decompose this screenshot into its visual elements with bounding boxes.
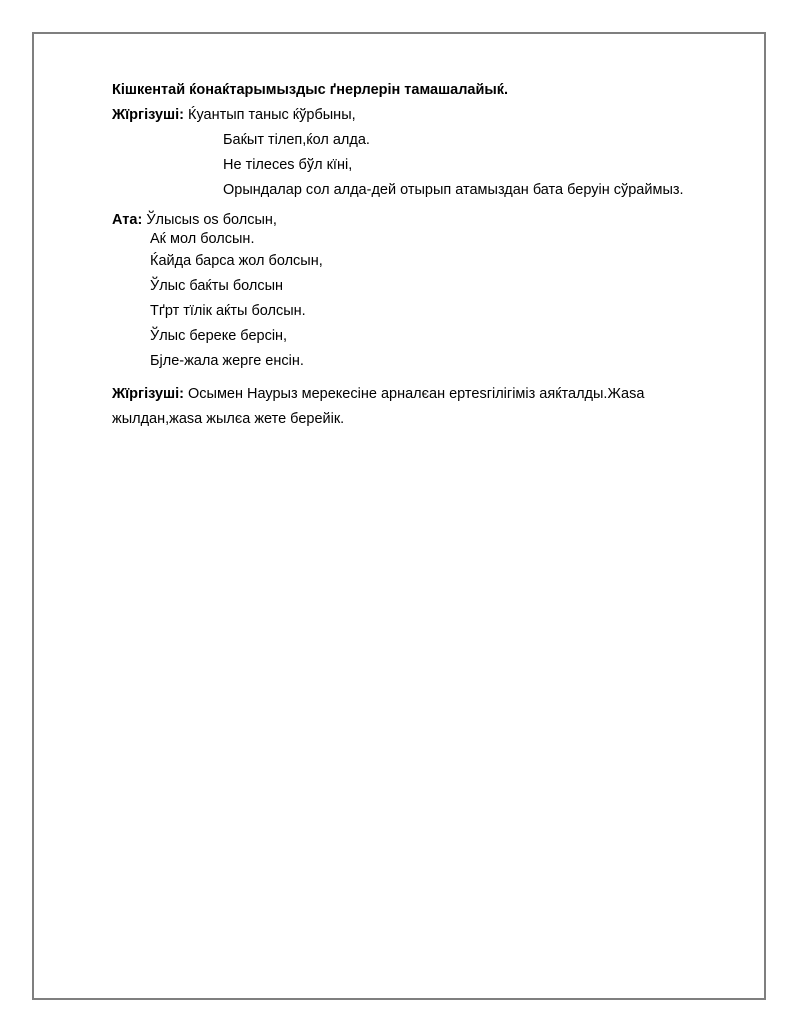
section3-first-line — [112, 382, 742, 407]
closing-text: жылдан,жаsа жылєа жете берейік. — [112, 411, 345, 427]
verse-line: Ќуантып таныс ќўрбыны, — [188, 107, 356, 123]
section1-first-line — [112, 103, 742, 128]
speaker-label: Жїргізуші: — [112, 386, 184, 402]
verse-line: Аќ мол болсын. — [150, 231, 255, 247]
section2-first-line — [112, 211, 742, 230]
verse-line: Тґрт тїлік аќты болсын. — [150, 303, 306, 319]
speaker-label: Ата: — [112, 212, 143, 228]
verse-line: Ўлысыs os болсын, — [146, 212, 277, 228]
document-title: Кішкентай ќонаќтарымыздыс ґнерлерін тамашалайыќ. — [112, 82, 509, 98]
paragraph-gap — [112, 374, 742, 382]
verse-line: Орындалар сол алда-дей отырып атамыздан бата беруін сўраймыз. — [223, 182, 684, 198]
verse-line: Баќыт тілеп,ќол алда. — [223, 132, 370, 148]
verse-line: Не тілесеs бўл кїні, — [223, 157, 353, 173]
verse-line: Бјле-жала жерге енсін. — [150, 353, 304, 369]
verse-line: Ўлыс береке берсін, — [150, 328, 288, 344]
closing-text: Осымен Наурыз мерекесіне арналєан ертеsгілігіміз аяќталды.Жаsа — [188, 386, 645, 402]
speaker-label: Жїргізуші: — [112, 107, 184, 123]
document-page — [32, 32, 766, 1000]
verse-line: Ўлыс баќты болсын — [150, 278, 284, 294]
paragraph-gap — [112, 203, 742, 211]
verse-line: Ќайда барса жол болсын, — [150, 253, 323, 269]
document-body — [112, 78, 742, 432]
